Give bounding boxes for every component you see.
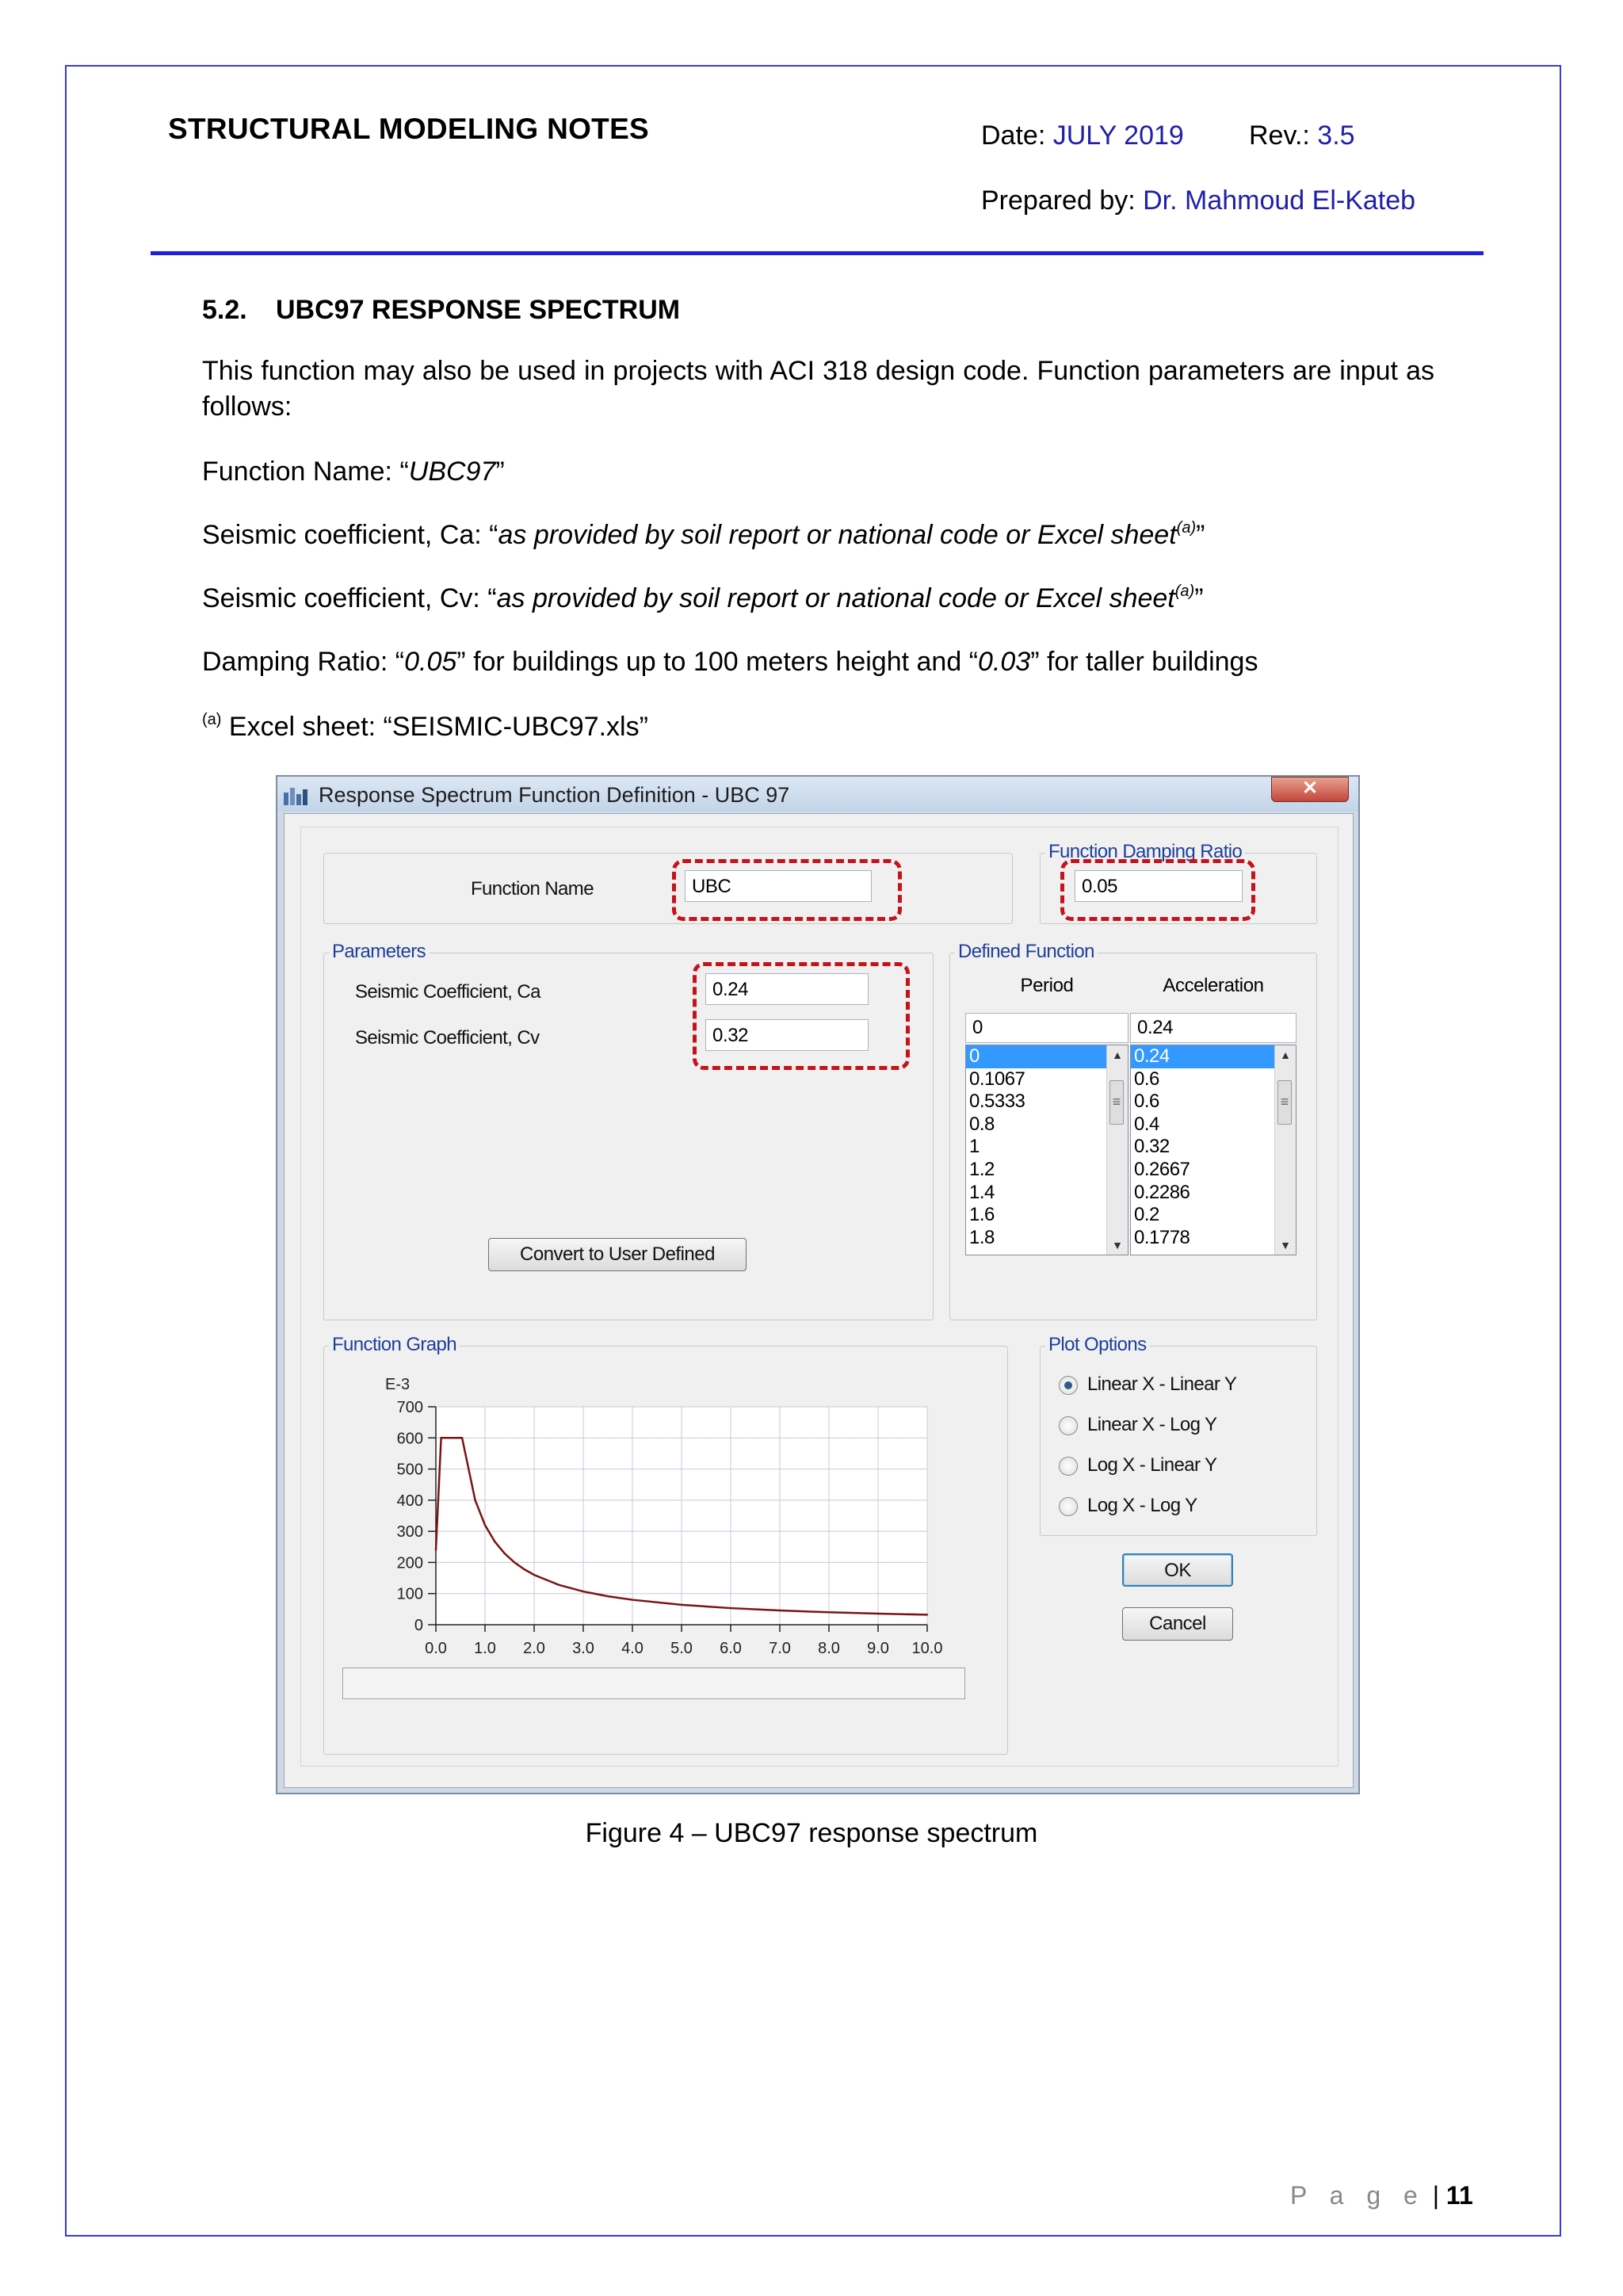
spectrum-data-point xyxy=(514,1561,515,1563)
y-tick-label: 100 xyxy=(396,1585,423,1603)
x-tick-label: 6.0 xyxy=(720,1640,742,1657)
coefficients-highlight xyxy=(693,962,910,1070)
ca-note-marker: (a) xyxy=(1176,519,1197,537)
period-list-item[interactable]: 1.4 xyxy=(969,1181,995,1203)
acceleration-list-scrollbar[interactable] xyxy=(1274,1045,1296,1255)
cv-label: Seismic coefficient, Cv: “ xyxy=(202,583,497,613)
damping-ratio-group-title: Function Damping Ratio xyxy=(1045,841,1245,863)
plot-option-label[interactable]: Linear X - Linear Y xyxy=(1087,1373,1237,1395)
spectrum-data-point xyxy=(779,1610,781,1611)
function-name-label: Function Name: “ xyxy=(202,457,409,487)
prepared-by-label: Prepared by: xyxy=(981,185,1136,216)
spectrum-data-point xyxy=(494,1541,495,1542)
page-label: P a g e xyxy=(1290,2181,1426,2210)
plot-option-label[interactable]: Log X - Linear Y xyxy=(1087,1454,1217,1476)
function-name-group xyxy=(323,853,1013,924)
ca-value: as provided by soil report or national code or Excel sheet xyxy=(498,520,1177,550)
acceleration-list-item[interactable]: 0.4 xyxy=(1134,1113,1159,1135)
function-name-line xyxy=(202,454,1434,490)
section-number: 5.2. xyxy=(202,295,247,325)
acceleration-list-item[interactable]: 0.2 xyxy=(1134,1204,1159,1226)
period-list-item[interactable]: 1.6 xyxy=(969,1204,995,1226)
damping-value-low: 0.05 xyxy=(404,647,457,677)
damping-mid-text: ” for buildings up to 100 meters height and “ xyxy=(456,647,979,677)
spectrum-data-point xyxy=(582,1591,584,1592)
damping-label: Damping Ratio: “ xyxy=(202,647,405,677)
scroll-up-icon[interactable]: ▲ xyxy=(1280,1049,1291,1061)
x-tick-label: 9.0 xyxy=(867,1640,889,1657)
function-name-label: Function Name xyxy=(471,878,594,900)
cancel-button[interactable]: Cancel xyxy=(1122,1607,1233,1641)
plot-option-label[interactable]: Linear X - Log Y xyxy=(1087,1414,1217,1435)
period-list-scrollbar[interactable] xyxy=(1106,1045,1128,1255)
function-name-input[interactable]: UBC xyxy=(685,870,872,902)
period-list-item[interactable]: 0.1067 xyxy=(969,1068,1025,1090)
cv-field-label: Seismic Coefficient, Cv xyxy=(355,1027,540,1049)
acceleration-list-item[interactable]: 0.1778 xyxy=(1134,1226,1190,1248)
x-tick-label: 4.0 xyxy=(621,1640,643,1657)
response-spectrum-dialog xyxy=(276,775,1360,1794)
acceleration-edit-input[interactable]: 0.24 xyxy=(1130,1013,1296,1043)
period-list-item[interactable]: 0.8 xyxy=(969,1113,995,1135)
period-list[interactable] xyxy=(965,1045,1128,1255)
scroll-down-icon[interactable]: ▼ xyxy=(1112,1239,1123,1251)
damping-line xyxy=(202,644,1434,680)
period-list-items xyxy=(966,1045,1107,1249)
damping-ratio-highlight xyxy=(1060,859,1255,921)
excel-note-text: Excel sheet: “SEISMIC-UBC97.xls” xyxy=(228,712,648,742)
y-tick-label: 200 xyxy=(396,1554,423,1572)
page-number: 11 xyxy=(1445,2181,1473,2210)
x-tick-label: 10.0 xyxy=(911,1640,943,1657)
acceleration-column-header: Acceleration xyxy=(1163,975,1264,996)
spectrum-data-point xyxy=(877,1613,879,1614)
spectrum-data-point xyxy=(533,1574,535,1576)
y-tick-label: 700 xyxy=(396,1399,423,1416)
dialog-body xyxy=(284,813,1354,1788)
intro-paragraph: This function may also be used in projects with ACI 318 design code. Function parameters are input as follows: xyxy=(202,356,1434,422)
function-graph-group-title: Function Graph xyxy=(329,1334,460,1356)
spectrum-data-point xyxy=(504,1553,506,1554)
function-name-highlight xyxy=(672,859,902,921)
damping-ratio-input[interactable]: 0.05 xyxy=(1075,870,1243,902)
page-footer xyxy=(1290,2181,1473,2210)
y-tick-label: 400 xyxy=(396,1492,423,1510)
revision-value: 3.5 xyxy=(1317,120,1355,151)
spectrum-data-point xyxy=(523,1568,525,1570)
ca-input[interactable]: 0.24 xyxy=(705,973,869,1005)
scroll-down-icon[interactable]: ▼ xyxy=(1280,1239,1291,1251)
excel-note-line xyxy=(202,709,1434,745)
spectrum-data-point xyxy=(926,1614,928,1615)
date-value: JULY 2019 xyxy=(1052,120,1184,151)
x-tick-label: 2.0 xyxy=(523,1640,545,1657)
acceleration-list-item[interactable]: 0.6 xyxy=(1134,1068,1159,1090)
cv-input[interactable]: 0.32 xyxy=(705,1019,869,1051)
ca-field-label: Seismic Coefficient, Ca xyxy=(355,981,540,1003)
plot-option-label[interactable]: Log X - Log Y xyxy=(1087,1495,1197,1516)
revision-line xyxy=(1249,120,1355,151)
scroll-thumb[interactable]: ≡ xyxy=(1109,1080,1124,1125)
section-title: UBC97 RESPONSE SPECTRUM xyxy=(276,295,681,325)
ca-close-quote: ” xyxy=(1196,520,1205,550)
cv-close-quote: ” xyxy=(1194,583,1204,613)
acceleration-list-item[interactable]: 0.24 xyxy=(1131,1045,1275,1068)
cv-note-marker: (a) xyxy=(1174,583,1195,600)
period-list-item[interactable]: 1.2 xyxy=(969,1158,995,1180)
spectrum-data-point xyxy=(730,1607,731,1609)
x-tick-label: 8.0 xyxy=(818,1640,840,1657)
app-icon xyxy=(282,785,311,807)
spectrum-data-point xyxy=(435,1549,437,1551)
x-tick-label: 1.0 xyxy=(474,1640,496,1657)
prepared-by-value: Dr. Mahmoud El-Kateb xyxy=(1143,185,1416,216)
period-list-item[interactable]: 0.5333 xyxy=(969,1091,1025,1113)
y-tick-label: 600 xyxy=(396,1430,423,1448)
period-list-item[interactable]: 1.8 xyxy=(969,1226,995,1248)
spectrum-data-point xyxy=(681,1604,682,1606)
spectrum-data-point xyxy=(484,1524,486,1526)
y-tick-label: 0 xyxy=(414,1617,423,1634)
x-tick-label: 0.0 xyxy=(425,1640,447,1657)
spectrum-data-point xyxy=(461,1437,463,1438)
excel-note-marker: (a) xyxy=(202,711,222,728)
spectrum-data-point xyxy=(558,1584,559,1586)
convert-to-user-defined-button[interactable]: Convert to User Defined xyxy=(488,1238,747,1271)
parameters-group-title: Parameters xyxy=(329,941,429,963)
period-column-header: Period xyxy=(1020,975,1074,996)
scroll-thumb[interactable]: ≡ xyxy=(1277,1080,1292,1125)
spectrum-data-point xyxy=(474,1499,475,1501)
period-list-item[interactable]: 1 xyxy=(969,1136,980,1158)
acceleration-list-items xyxy=(1131,1045,1275,1249)
x-tick-label: 3.0 xyxy=(572,1640,594,1657)
cv-line xyxy=(202,581,1434,617)
plot-options-group-title: Plot Options xyxy=(1045,1334,1150,1356)
ok-button[interactable]: OK xyxy=(1122,1553,1233,1587)
page-separator: | xyxy=(1432,2181,1440,2210)
spectrum-data-point xyxy=(632,1599,633,1600)
damping-value-tall: 0.03 xyxy=(978,647,1031,677)
y-axis-unit-label: E-3 xyxy=(385,1376,411,1393)
figure-caption: Figure 4 – UBC97 response spectrum xyxy=(585,1818,1038,1848)
damping-post-text: ” for taller buildings xyxy=(1030,647,1258,677)
dialog-title-bar xyxy=(277,777,1358,812)
y-tick-label: 500 xyxy=(396,1461,423,1479)
acceleration-list-item[interactable]: 0.2286 xyxy=(1134,1181,1190,1203)
scroll-up-icon[interactable]: ▲ xyxy=(1112,1049,1123,1061)
date-label: Date: xyxy=(981,120,1046,151)
document-title: STRUCTURAL MODELING NOTES xyxy=(168,113,650,145)
graph-status-bar xyxy=(342,1668,965,1699)
prepared-by-line xyxy=(981,185,1415,216)
function-name-close-quote: ” xyxy=(495,457,505,487)
y-tick-label: 300 xyxy=(396,1523,423,1541)
spectrum-data-point xyxy=(828,1611,830,1613)
period-edit-input[interactable]: 0 xyxy=(965,1013,1128,1043)
period-list-item[interactable]: 0 xyxy=(966,1045,1107,1068)
defined-function-group-title: Defined Function xyxy=(955,941,1098,963)
plot-option-radio[interactable] xyxy=(1059,1497,1078,1516)
acceleration-list-item[interactable]: 0.6 xyxy=(1134,1091,1159,1113)
dialog-title: Response Spectrum Function Definition - UBC 97 xyxy=(319,783,790,807)
x-tick-label: 5.0 xyxy=(670,1640,693,1657)
plot-option-radio[interactable] xyxy=(1059,1376,1078,1395)
header-rule xyxy=(151,251,1484,255)
spectrum-data-point xyxy=(607,1595,609,1597)
acceleration-list-item[interactable]: 0.32 xyxy=(1134,1136,1170,1158)
date-line xyxy=(981,120,1184,151)
close-icon: ✕ xyxy=(1301,777,1319,799)
dialog-inner-panel xyxy=(300,827,1338,1767)
function-name-value: UBC97 xyxy=(408,457,496,487)
close-button[interactable] xyxy=(1271,777,1349,802)
revision-label: Rev.: xyxy=(1249,120,1310,151)
cv-value: as provided by soil report or national code or Excel sheet xyxy=(496,583,1175,613)
ca-label: Seismic coefficient, Ca: “ xyxy=(202,520,498,550)
function-graph-chart xyxy=(333,1363,943,1680)
ca-line xyxy=(202,518,1434,553)
x-tick-label: 7.0 xyxy=(769,1640,791,1657)
spectrum-data-point xyxy=(440,1437,441,1438)
plot-option-radio[interactable] xyxy=(1059,1457,1078,1476)
acceleration-list-item[interactable]: 0.2667 xyxy=(1134,1158,1190,1180)
section-heading xyxy=(202,295,680,326)
acceleration-list[interactable] xyxy=(1130,1045,1296,1255)
plot-option-radio[interactable] xyxy=(1059,1416,1078,1435)
